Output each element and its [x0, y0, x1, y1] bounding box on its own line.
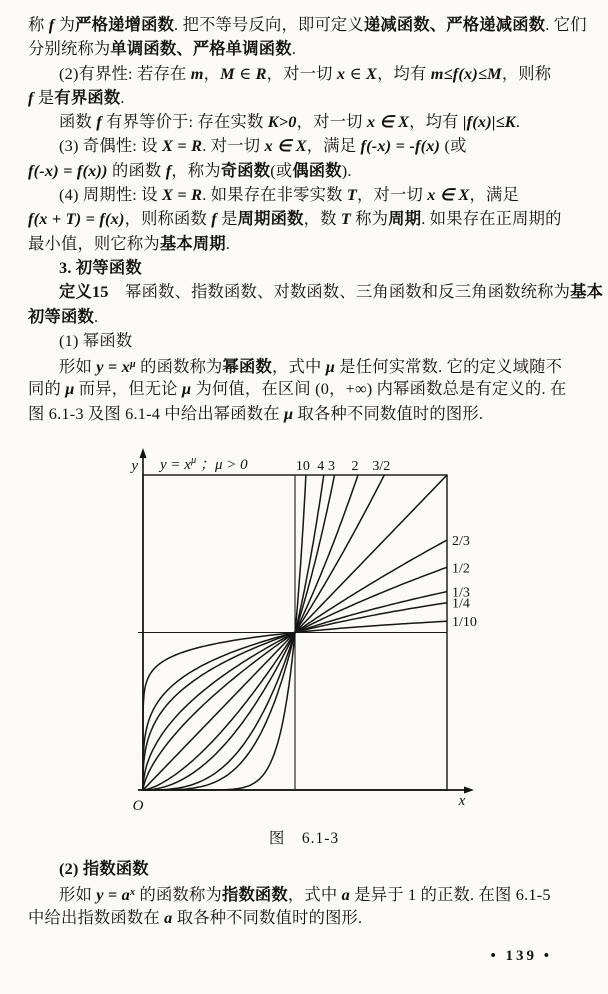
text-segment: 分别统称为: [28, 39, 111, 59]
text-segment: .: [225, 233, 231, 253]
text-segment-i: f(-x) = -f(x): [360, 136, 441, 156]
text-segment: ，则称函数: [124, 209, 212, 229]
text-segment: 的函数称为: [135, 885, 222, 905]
text-segment: ，则称: [501, 63, 552, 83]
text-segment: 中给出指数函数在: [28, 907, 165, 927]
curve-label-μ=1/2: 1/2: [452, 561, 470, 577]
text-segment-i: f(-x) = f(x)): [28, 160, 108, 180]
text-segment-b: (2) 指数函数: [59, 859, 149, 878]
text-segment: 是任何实常数. 它的定义域随不: [334, 357, 563, 377]
text-segment-i: m: [190, 63, 204, 83]
text-segment-i: f: [211, 209, 217, 229]
text-segment: 的函数: [107, 160, 166, 180]
text-segment: ，满足: [306, 136, 361, 156]
text-segment: 是: [33, 87, 55, 107]
text-line: [28, 329, 584, 353]
text-segment: 取各种不同数值时的图形.: [172, 907, 363, 927]
text-segment: ，称为: [171, 160, 221, 180]
text-segment: ，式中: [272, 357, 326, 377]
text-segment: 而异，但无论: [74, 379, 182, 399]
text-segment-i: m≤f(x)≤M: [430, 63, 502, 83]
text-segment-i: K>0: [267, 112, 297, 132]
text-segment: 是: [216, 209, 238, 229]
text-line: [28, 86, 584, 110]
text-line: [28, 857, 584, 881]
text-segment-i: μ: [284, 403, 294, 423]
text-segment-i: y = x: [96, 357, 131, 377]
text-segment: 的函数称为: [135, 357, 223, 377]
text-segment: ，式中: [287, 885, 342, 905]
text-segment: . 如果存在正周期的: [421, 209, 562, 229]
curve-label-μ=1/4: 1/4: [452, 596, 470, 612]
text-line: [28, 256, 584, 280]
text-segment-b: 严格递增函数: [75, 15, 175, 34]
text-segment-i: X = R: [162, 185, 203, 205]
text-segment-i: x ∈ X: [366, 112, 410, 132]
text-line: [28, 305, 584, 329]
curve-label-μ=1/10: 1/10: [452, 615, 477, 631]
text-segment-b: 3. 初等函数: [59, 257, 142, 277]
text-segment: 为: [54, 15, 76, 34]
text-segment-i: R: [255, 63, 267, 83]
text-segment: .: [515, 112, 521, 132]
text-segment: ，对一切: [296, 112, 367, 132]
curve-label-μ=10: 10: [295, 459, 310, 474]
text-segment: ∈: [234, 63, 256, 83]
text-line: [28, 353, 584, 377]
text-segment: 幂函数、指数函数、对数函数、三角函数和反三角函数统称为: [108, 282, 571, 302]
text-segment: .: [291, 39, 296, 59]
text-segment-b: 偶函数: [292, 160, 342, 180]
text-segment: ，对一切: [266, 63, 337, 83]
text-segment: .: [120, 87, 125, 107]
text-segment: (或: [440, 136, 467, 156]
text-line: [28, 13, 587, 37]
text-segment-i: f: [48, 15, 55, 34]
text-line: [28, 881, 584, 905]
text-segment-i: f: [28, 87, 34, 107]
text-line: [28, 183, 584, 207]
text-segment-b: 周期函数: [237, 209, 304, 229]
text-segment-b: 基本: [570, 282, 604, 302]
text-line: [28, 280, 604, 304]
text-segment-b: 单调函数、严格单调函数: [110, 39, 292, 59]
text-segment-b: 奇函数: [220, 160, 271, 180]
text-segment-i: T: [346, 185, 358, 205]
text-segment: 形如: [59, 357, 97, 377]
text-segment: 称: [28, 15, 49, 34]
text-segment-i: a: [341, 885, 350, 905]
text-segment-i: f(x + T) = f(x): [28, 209, 125, 229]
text-segment-b: 初等函数: [28, 306, 94, 326]
text-segment-b: 幂函数: [222, 357, 272, 377]
origin-label: O: [132, 798, 144, 814]
text-segment-i: y = a: [96, 885, 131, 905]
text-segment-i: x ∈ X: [264, 136, 307, 156]
figure-6-1-3: [0, 446, 608, 818]
text-line: [28, 110, 584, 134]
text-segment-b: 递减函数、严格递减函数: [363, 15, 546, 34]
text-segment-b: 定义15: [59, 282, 109, 302]
text-segment-i: x ∈ X: [427, 185, 470, 205]
text-segment: 有界等价于: 存在实数: [101, 112, 268, 132]
text-segment: ).: [341, 160, 352, 180]
text-segment: ，: [203, 63, 221, 83]
curve-label-μ=3: 3: [328, 459, 335, 474]
formula-exponent: μ: [190, 455, 197, 466]
text-line: [28, 62, 584, 86]
text-segment: (3) 奇偶性: 设: [59, 136, 163, 156]
paragraphs-bottom: [28, 857, 584, 930]
text-segment: ，对一切: [357, 185, 428, 205]
text-line: [28, 134, 584, 158]
text-segment-i: |f(x)|≤K: [462, 112, 516, 132]
page-number: • 139 •: [490, 948, 552, 964]
text-line: [28, 207, 584, 231]
power-function-chart: [0, 446, 608, 818]
curve-label-μ=1/3: 1/3: [452, 585, 470, 601]
text-segment-b: 有界函数: [54, 87, 121, 107]
text-segment-i: μ: [181, 379, 192, 399]
text-line: [28, 906, 584, 930]
text-segment: ，数: [303, 209, 341, 229]
formula-main: y = x: [160, 457, 191, 473]
text-segment-b: 基本周期: [159, 233, 226, 253]
text-segment-i: x: [336, 63, 346, 83]
text-segment-i: μ: [325, 357, 335, 377]
text-segment-is: μ: [130, 359, 136, 371]
text-segment: 取各种不同数值时的图形.: [293, 403, 484, 423]
x-axis-label: x: [458, 793, 466, 809]
y-axis-arrow-icon: [140, 448, 147, 458]
text-segment: 称为: [351, 209, 389, 229]
text-segment-b: 周期: [388, 209, 422, 229]
text-segment-i: f: [96, 112, 102, 132]
curve-label-μ=2: 2: [351, 459, 359, 474]
text-segment: 函数: [59, 112, 97, 132]
text-segment: .: [93, 306, 99, 326]
text-segment: ，均有: [409, 112, 463, 132]
text-segment: 同的: [28, 379, 66, 399]
text-line: [28, 402, 584, 426]
text-segment: ∈: [345, 63, 366, 83]
text-line: [28, 377, 584, 401]
figure-formula: [158, 455, 248, 473]
y-axis-label: y: [131, 458, 138, 474]
text-segment: ，满足: [469, 185, 519, 205]
text-segment: . 它们: [545, 15, 587, 34]
curve-label-μ=3/2: 3/2: [372, 459, 391, 474]
text-segment-i: a: [164, 907, 173, 927]
text-segment: 图 6.1-3 及图 6.1-4 中给出幂函数在: [28, 403, 284, 423]
text-segment-i: f: [165, 160, 172, 180]
text-segment-i: X: [366, 63, 378, 83]
text-segment-i: X = R: [162, 136, 203, 156]
curve-label-μ=2/3: 2/3: [452, 534, 470, 549]
text-segment: (或: [270, 160, 293, 180]
text-line: [28, 159, 584, 183]
formula-condition: ；μ > 0: [196, 457, 248, 473]
text-segment: . 对一切: [202, 136, 265, 156]
text-segment: . 把不等号反向，即可定义: [174, 15, 364, 34]
curve-label-μ=4: 4: [317, 459, 325, 474]
x-axis-arrow-icon: [464, 787, 474, 794]
text-line: [28, 37, 584, 61]
text-segment: 是异于 1 的正数. 在图 6.1-5: [349, 885, 551, 905]
figure-caption: 图 6.1-3: [268, 830, 340, 847]
text-line: [28, 232, 584, 256]
text-segment: 最小值，则它称为: [28, 233, 160, 253]
text-segment-b: 指数函数: [221, 885, 288, 905]
text-segment: (2)有界性: 若存在: [59, 63, 191, 83]
text-segment: (1) 幂函数: [59, 330, 133, 350]
text-segment: . 如果存在非零实数: [202, 185, 347, 205]
text-segment-is: x: [130, 887, 136, 899]
text-segment: 形如: [59, 885, 97, 905]
text-segment-i: M: [220, 63, 235, 83]
text-segment: 为何值，在区间 (0，+∞) 内幂函数总是有定义的. 在: [191, 379, 567, 399]
text-segment-i: T: [340, 209, 351, 229]
paragraphs-top: [28, 13, 604, 426]
text-segment-i: μ: [65, 379, 75, 399]
text-segment: (4) 周期性: 设: [59, 185, 163, 205]
text-segment: ，均有: [377, 63, 431, 83]
